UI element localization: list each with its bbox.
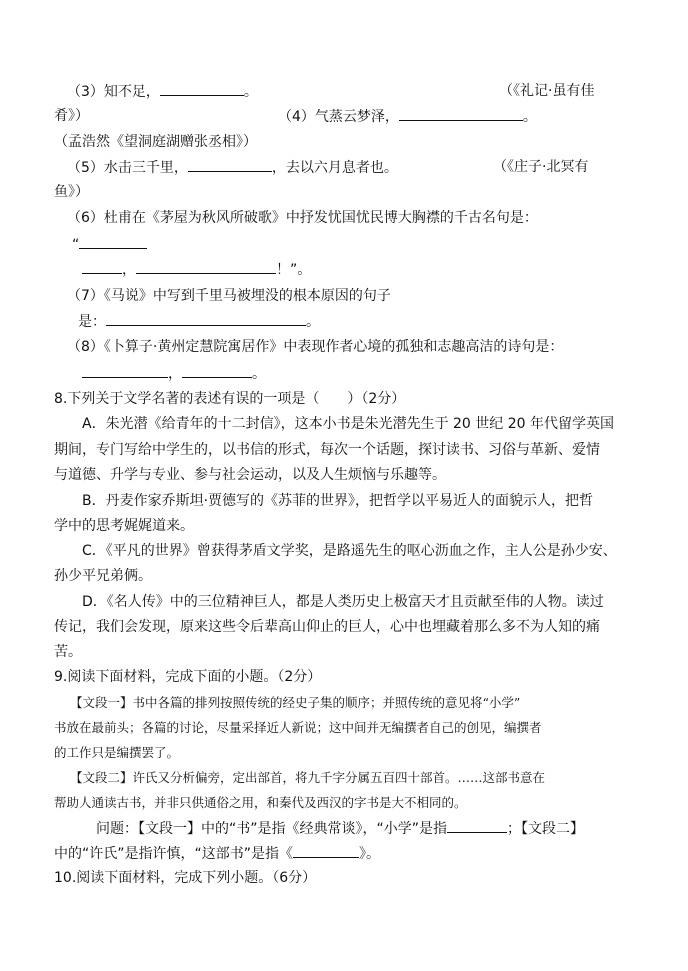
answer-blank[interactable] (188, 157, 272, 172)
text-line: （《庄子·北冥有 (493, 159, 589, 175)
text-line: 是： 。 (78, 311, 320, 332)
answer-blank[interactable] (182, 363, 252, 378)
option-b: B．丹麦作家乔斯坦·贾德写的《苏菲的世界》，把哲学以平易近人的面貌示人，把哲 (82, 493, 594, 509)
text-line: （7）《马说》中写到千里马被埋没的根本原因的句子 (67, 288, 391, 304)
answer-blank[interactable] (160, 81, 244, 96)
question-9-stem: 9.阅读下面材料，完成下面的小题。（2分） (54, 669, 322, 685)
text-line: ， 。 (82, 363, 266, 384)
text-line: （8）《卜算子·黄州定慧院寓居作》中表现作者心境的孤独和志趣高洁的诗句是： (67, 339, 564, 355)
text-line: 期间，专门写给中学生的，以书信的形式，每次一个话题，探讨读书、习俗与革新、爱情 (54, 442, 600, 458)
answer-blank[interactable] (136, 259, 276, 274)
text-line: （《礼记·虽有佳 (499, 83, 595, 99)
text-line: （6）杜甫在《茅屋为秋风所破歌》中抒发忧国忧民博大胸襟的千古名句是： (67, 210, 538, 226)
text-line: “ (72, 234, 147, 255)
text-line: 孙少平兄弟俩。 (54, 568, 152, 584)
answer-blank[interactable] (293, 843, 359, 858)
answer-blank[interactable] (106, 311, 306, 326)
passage-1-line: 书放在最前头；各篇的讨论，尽量采择近人新说；这中间并无编撰者自己的创见，编撰者 (54, 720, 542, 735)
passage-2-line: 帮助人通读古书，并非只供通俗之用，和秦代及西汉的字书是大不相同的。 (54, 795, 467, 810)
answer-blank[interactable] (399, 106, 523, 121)
passage-1-line: 【文段一】书中各篇的排列按照传统的经史子集的顺序；并照传统的意见将“小学” (70, 695, 521, 710)
text-line: 肴》） (54, 108, 89, 124)
text-line: 与道德、升学与专业、参与社会运动，以及人生烦恼与乐趣等。 (54, 467, 446, 483)
passage-1-line: 的工作只是编撰罢了。 (54, 745, 180, 760)
text-line: 学中的思考娓娓道来。 (54, 518, 194, 534)
option-d: D．《名人传》中的三位精神巨人，都是人类历史上极富天才且贡献至伟的人物。读过 (82, 594, 604, 610)
option-a: A．朱光潜《给青年的十二封信》，这本小书是朱光潜先生于 20 世纪 20 年代留学英国 (82, 416, 615, 432)
question-9-prompt: 中的“许氏”是指许慎，“这部书”是指《 》。 (54, 843, 380, 864)
text-line: 鱼》） (54, 184, 89, 200)
text-line: （3）知不足， 。 (67, 81, 258, 102)
text-line: 苦。 (54, 644, 82, 660)
question-9-prompt: 问题：【文段一】中的“书”是指《经典常谈》，“小学”是指 ；【文段二】 (96, 818, 584, 839)
text-line: ， ！”。 (82, 259, 311, 280)
question-10-stem: 10.阅读下面材料，完成下列小题。（6分） (54, 870, 317, 886)
text-line: （5）水击三千里， ，去以六月息者也。 (67, 157, 398, 178)
option-c: C．《平凡的世界》曾获得茅盾文学奖，是路遥先生的呕心沥血之作，主人公是孙少安、 (82, 543, 617, 559)
text-line: （孟浩然《望洞庭湖赠张丞相》） (54, 134, 257, 150)
passage-2-line: 【文段二】许氏又分析偏旁，定出部首，将九千字分属五百四十部首。……这部书意在 (70, 770, 546, 785)
text-line: 传记，我们会发现，原来这些令后辈高山仰止的巨人，心中也埋藏着那么多不为人知的痛 (54, 619, 600, 635)
answer-blank[interactable] (79, 234, 147, 249)
answer-blank[interactable] (447, 818, 507, 833)
question-8-stem: 8.下列关于文学名著的表述有误的一项是（ ）（2分） (54, 391, 406, 407)
answer-blank[interactable] (82, 259, 122, 274)
text-line: （4）气蒸云梦泽， 。 (278, 106, 537, 127)
answer-blank[interactable] (82, 363, 168, 378)
